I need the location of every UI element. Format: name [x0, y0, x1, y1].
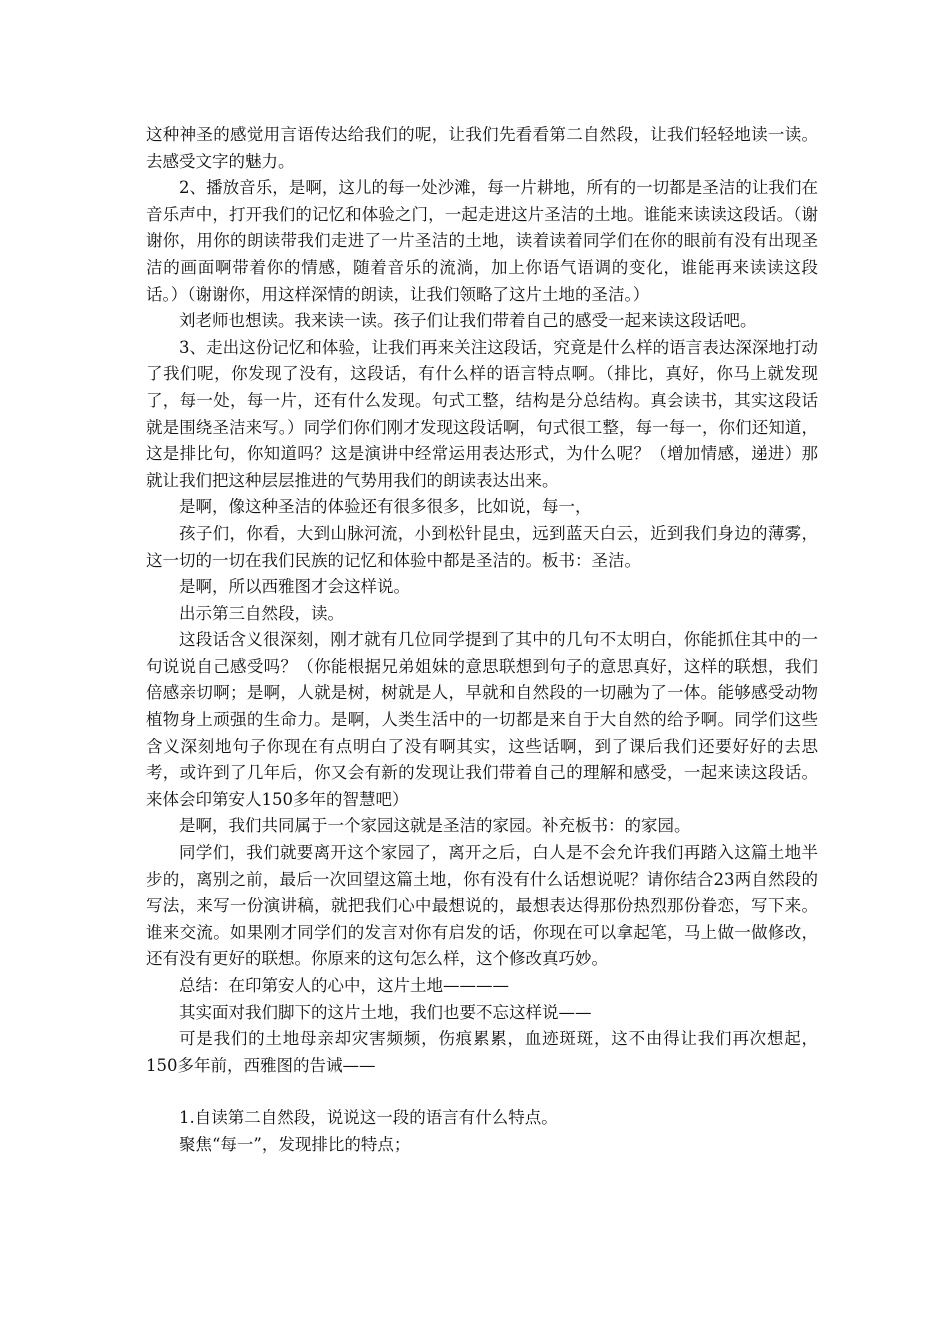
paragraph: 3、走出这份记忆和体验，让我们再来关注这段话，究竟是什么样的语言表达深深地打动了我们呢，你发现了没有，这段话，有什么样的语言特点啊。（排比，真好，你马上就发现了，每一处，每一片，还有什么发现。句式工整，结构是分总结构。真会读书，其实这段话就是围绕圣洁来写。）同学们你们刚才发现这段话啊，句式很工整，每一每一，你们还知道，这是排比句，你知道吗？这是演讲中经常运用表达形式，为什么呢？（增加情感，递进）那就让我们把这种层层推进的气势用我们的朗读表达出来。 [146, 337, 818, 490]
paragraph: 出示第三自然段，读。 [179, 603, 344, 623]
paragraph: 2、播放音乐，是啊，这儿的每一处沙滩，每一片耕地，所有的一切都是圣洁的让我们在音乐声中，打开我们的记忆和体验之门，一起走进这片圣洁的土地。谁能来读读这段话。（谢谢你，用你的朗读带我们走进了一片圣洁的土地，读着读着同学们在你的眼前有没有出现圣洁的画面啊带着你的情感，随着音乐的流淌，加上你语气语调的变化，谁能再来读读这段话。）（谢谢你，用这样深情的朗读，让我们领略了这片土地的圣洁。） [146, 178, 818, 304]
paragraph: 这种神圣的感觉用言语传达给我们的呢，让我们先看看第二自然段，让我们轻轻地读一读。去感受文字的魅力。 [146, 125, 818, 171]
paragraph: 可是我们的土地母亲却灾害频频，伤痕累累，血迹斑斑，这不由得让我们再次想起，150多年前，西雅图的告诫—— [146, 1029, 818, 1075]
document-page [146, 122, 818, 1159]
paragraph: 是啊，像这种圣洁的体验还有很多很多，比如说，每一， [179, 497, 592, 517]
paragraph: 总结：在印第安人的心中，这片土地———— [179, 976, 509, 995]
paragraph: 同学们，我们就要离开这个家园了，离开之后，白人是不会允许我们再踏入这篇土地半步的，离别之前，最后一次回望这篇土地，你有没有什么话想说呢？请你结合23两自然段的写法，来写一份演讲稿，就把我们心中最想说的，最想表达得那份热烈那份眷恋，写下来。谁来交流。如果刚才同学们的发言对你有启发的话，你现在可以拿起笔，马上做一做修改，还有没有更好的联想。你原来的这句怎么样，这个修改真巧妙。 [146, 843, 818, 969]
paragraph: 孩子们，你看，大到山脉河流，小到松针昆虫，远到蓝天白云，近到我们身边的薄雾，这一切的一切在我们民族的记忆和体验中都是圣洁的。板书：圣洁。 [146, 523, 818, 570]
paragraph: 其实面对我们脚下的这片土地，我们也要不忘这样说—— [179, 1002, 592, 1022]
blank-line [146, 1079, 818, 1105]
paragraph: 1.自读第二自然段，说说这一段的语言有什么特点。 [179, 1108, 558, 1128]
paragraph: 是啊，所以西雅图才会这样说。 [179, 577, 410, 597]
paragraph: 是啊，我们共同属于一个家园这就是圣洁的家园。补充板书：的家园。 [179, 816, 691, 836]
paragraph: 聚焦“每一”，发现排比的特点； [179, 1134, 411, 1154]
paragraph: 刘老师也想读。我来读一读。孩子们让我们带着自己的感受一起来读这段话吧。 [179, 311, 757, 331]
paragraph: 这段话含义很深刻，刚才就有几位同学提到了其中的几句不太明白，你能抓住其中的一句说说自己感受吗？（你能根据兄弟姐妹的意思联想到句子的意思真好，这样的联想，我们倍感亲切啊；是啊，人就是树，树就是人，早就和自然段的一切融为了一体。能够感受动物植物身上顽强的生命力。是啊，人类生活中的一切都是来自于大自然的给予啊。同学们这些含义深刻地句子你现在有点明白了没有啊其实，这些话啊，到了课后我们还要好好的去思考，或许到了几年后，你又会有新的发现让我们带着自己的理解和感受，一起来读这段话。来体会印第安人150多年的智慧吧） [146, 630, 818, 809]
